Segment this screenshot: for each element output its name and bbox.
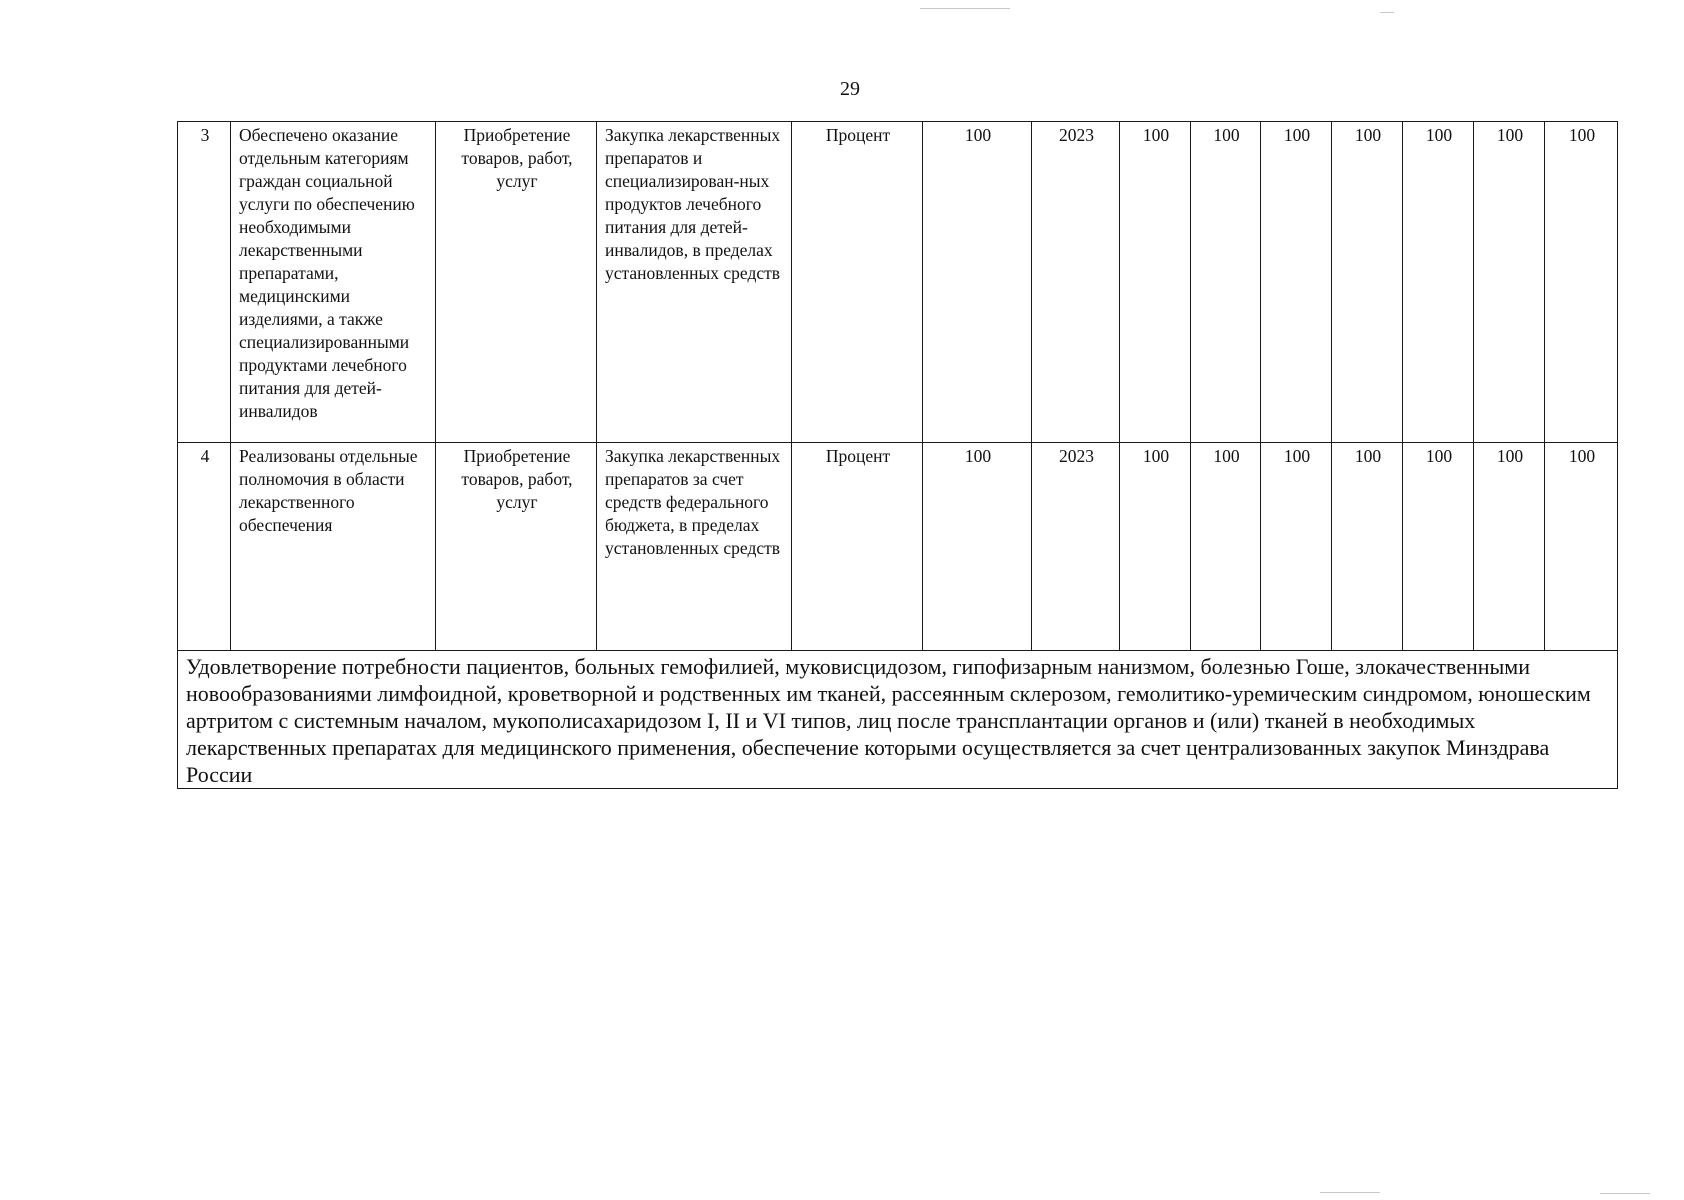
year-value: 100 xyxy=(1261,443,1332,651)
year-value: 100 xyxy=(1474,122,1545,443)
table-row xyxy=(178,651,1618,789)
year-value: 100 xyxy=(1120,443,1191,651)
scan-artifact xyxy=(1380,12,1394,13)
unit-of-measure: Процент xyxy=(792,443,923,651)
result-type: Приобретение товаров, работ, услуг xyxy=(436,122,597,443)
year-value: 100 xyxy=(1261,122,1332,443)
year-value: 100 xyxy=(1191,122,1261,443)
year-value: 100 xyxy=(1332,443,1403,651)
results-table xyxy=(177,121,1618,789)
base-year: 2023 xyxy=(1032,122,1120,443)
unit-of-measure: Процент xyxy=(792,122,923,443)
result-characteristic: Закупка лекарственных препаратов и специализирован-ных продуктов лечебного питания для детей-инвалидов, в пределах установленных средств xyxy=(597,122,792,443)
row-number: 3 xyxy=(178,122,231,443)
year-value: 100 xyxy=(1474,443,1545,651)
year-value: 100 xyxy=(1191,443,1261,651)
table-row xyxy=(178,122,1618,443)
page-number: 29 xyxy=(840,78,860,100)
result-name: Обеспечено оказание отдельным категориям граждан социальной услуги по обеспечению необходимыми лекарственными препаратами, медицинскими изделиями, а также специализированными продуктами лечебного питания для детей-инвалидов xyxy=(231,122,436,443)
table-row xyxy=(178,443,1618,651)
scan-artifact xyxy=(1600,1193,1650,1194)
task-description: Удовлетворение потребности пациентов, больных гемофилией, муковисцидозом, гипофизарным нанизмом, болезнью Гоше, злокачественными новообразованиями лимфоидной, кроветворной и родственных им тканей, рассеянным склерозом, гемолитико-уремическим синдромом, юношеским артритом с системным началом, мукополисахаридозом I, II и VI типов, лиц после трансплантации органов и (или) тканей в необходимых лекарственных препаратах для медицинского применения, обеспечение которыми осуществляется за счет централизованных закупок Минздрава России xyxy=(178,651,1618,789)
base-value: 100 xyxy=(923,122,1032,443)
year-value: 100 xyxy=(1403,443,1474,651)
year-value: 100 xyxy=(1545,122,1618,443)
result-characteristic: Закупка лекарственных препаратов за счет средств федерального бюджета, в пределах установленных средств xyxy=(597,443,792,651)
year-value: 100 xyxy=(1332,122,1403,443)
scan-artifact xyxy=(1320,1192,1380,1193)
row-number: 4 xyxy=(178,443,231,651)
year-value: 100 xyxy=(1545,443,1618,651)
base-year: 2023 xyxy=(1032,443,1120,651)
year-value: 100 xyxy=(1120,122,1191,443)
result-name: Реализованы отдельные полномочия в области лекарственного обеспечения xyxy=(231,443,436,651)
year-value: 100 xyxy=(1403,122,1474,443)
result-type: Приобретение товаров, работ, услуг xyxy=(436,443,597,651)
base-value: 100 xyxy=(923,443,1032,651)
scan-artifact xyxy=(920,8,1010,9)
